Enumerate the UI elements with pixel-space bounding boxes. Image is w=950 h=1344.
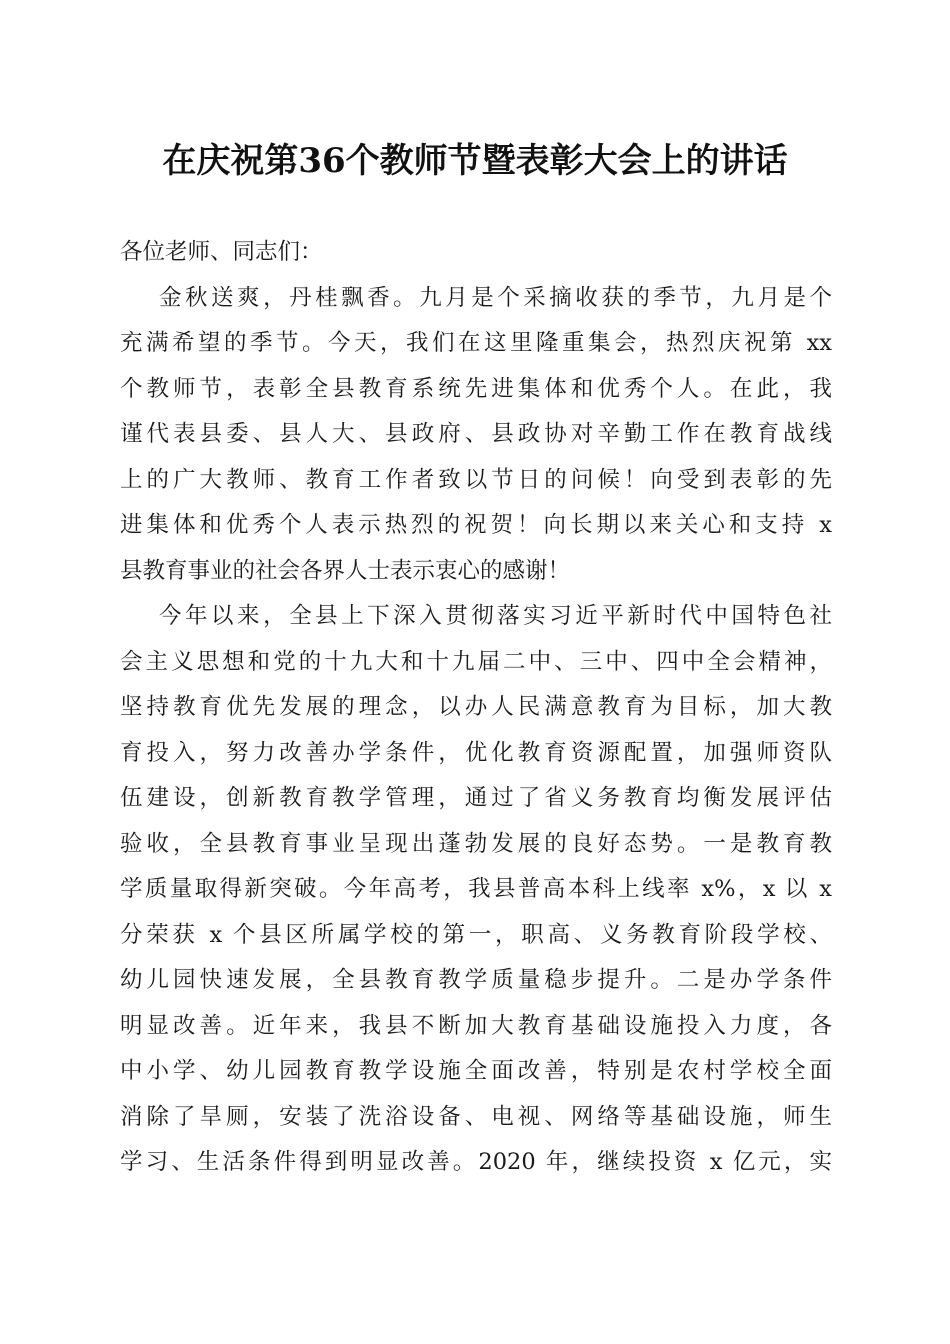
salutation: 各位老师、同志们： xyxy=(120,239,323,265)
text-line: 伍建设，创新教育教学管理，通过了省义务教育均衡发展评估 xyxy=(120,785,832,811)
text-line: 分荣获 x 个县区所属学校的第一，职高、义务教育阶段学校、 xyxy=(120,921,832,948)
text-line: 进集体和优秀个人表示热烈的祝贺！向长期以来关心和支持 x xyxy=(120,512,832,538)
text-line: 幼儿园快速发展，全县教育教学质量稳步提升。二是办学条件 xyxy=(120,967,832,993)
document-body xyxy=(120,230,832,1186)
text-line: 会主义思想和党的十九大和十九届二中、三中、四中全会精神， xyxy=(120,648,832,675)
text-line: 育投入，努力改善办学条件，优化教育资源配置，加强师资队 xyxy=(120,739,832,766)
text-line: 消除了旱厕，安装了洗浴设备、电视、网络等基础设施，师生 xyxy=(120,1103,832,1130)
paragraph-2 xyxy=(120,594,832,1186)
document-title: 在庆祝第36个教师节暨表彰大会上的讲话 xyxy=(162,141,788,181)
text-line: 今年以来，全县上下深入贯彻落实习近平新时代中国特色社 xyxy=(159,603,832,629)
text-line: 充满希望的季节。今天，我们在这里隆重集会，热烈庆祝第 xx xyxy=(120,330,832,356)
text-line: 个教师节，表彰全县教育系统先进集体和优秀个人。在此，我 xyxy=(120,375,832,402)
paragraph-1 xyxy=(120,276,832,595)
text-line: 县教育事业的社会各界人士表示衷心的感谢！ xyxy=(120,557,571,584)
text-line: 中小学、幼儿园教育教学设施全面改善，特别是农村学校全面 xyxy=(120,1058,832,1084)
text-line: 明显改善。近年来，我县不断加大教育基础设施投入力度，各 xyxy=(120,1012,832,1039)
text-line: 学习、生活条件得到明显改善。2020 年，继续投资 x 亿元，实 xyxy=(120,1149,832,1175)
text-line: 坚持教育优先发展的理念，以办人民满意教育为目标，加大教 xyxy=(120,694,832,720)
text-line: 谨代表县委、县人大、县政府、县政协对辛勤工作在教育战线 xyxy=(120,421,832,447)
text-line: 金秋送爽，丹桂飘香。九月是个采摘收获的季节，九月是个 xyxy=(159,284,832,311)
text-line: 学质量取得新突破。今年高考，我县普高本科上线率 x%，x 以 x xyxy=(120,876,832,902)
text-line: 上的广大教师、教育工作者致以节日的问候！向受到表彰的先 xyxy=(120,466,832,493)
text-line: 验收，全县教育事业呈现出蓬勃发展的良好态势。一是教育教 xyxy=(120,830,832,857)
